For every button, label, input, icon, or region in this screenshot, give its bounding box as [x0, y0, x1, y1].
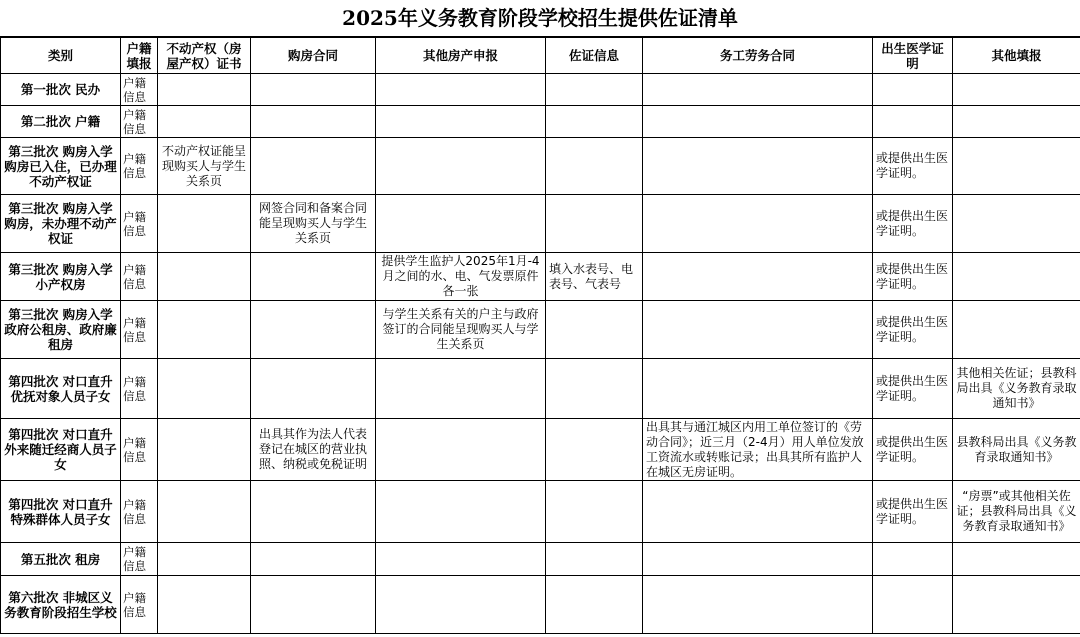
- row-labor: [643, 106, 873, 138]
- row-deed: [158, 576, 251, 634]
- row-category: 第二批次 户籍: [1, 106, 121, 138]
- header-hukou: 户籍填报: [121, 38, 158, 74]
- row-other: [953, 543, 1080, 576]
- row-birth: 或提供出生医学证明。: [873, 195, 953, 253]
- row-birth: [873, 576, 953, 634]
- table-row: [1, 195, 1080, 253]
- table-row: [1, 543, 1080, 576]
- row-evidence: [546, 195, 643, 253]
- row-evidence: [546, 576, 643, 634]
- row-other-property: [376, 481, 546, 543]
- row-deed: 不动产权证能呈现购买人与学生关系页: [158, 138, 251, 195]
- row-labor: [643, 138, 873, 195]
- header-row: [1, 38, 1080, 74]
- row-deed: [158, 106, 251, 138]
- row-category: 第三批次 购房入学 政府公租房、政府廉租房: [1, 301, 121, 359]
- row-birth: [873, 74, 953, 106]
- header-purchase-contract: 购房合同: [251, 38, 376, 74]
- row-labor: [643, 195, 873, 253]
- row-deed: [158, 359, 251, 419]
- row-labor: [643, 576, 873, 634]
- row-labor: 出具其与通江城区内用工单位签订的《劳动合同》；近三月（2-4月）用人单位发放工资流水或转账记录；出具其所有监护人在城区无房证明。: [643, 419, 873, 481]
- row-hukou: 户籍信息: [121, 576, 158, 634]
- row-purchase: 网签合同和备案合同能呈现购买人与学生关系页: [251, 195, 376, 253]
- row-deed: [158, 74, 251, 106]
- table-row: [1, 301, 1080, 359]
- row-other-property: 提供学生监护人2025年1月-4月之间的水、电、气发票原件各一张: [376, 253, 546, 301]
- row-other-property: [376, 543, 546, 576]
- row-evidence: [546, 481, 643, 543]
- row-deed: [158, 481, 251, 543]
- row-other: [953, 301, 1080, 359]
- row-evidence: [546, 359, 643, 419]
- row-hukou: 户籍信息: [121, 74, 158, 106]
- row-labor: [643, 301, 873, 359]
- row-other-property: [376, 359, 546, 419]
- row-hukou: 户籍信息: [121, 138, 158, 195]
- row-purchase: [251, 481, 376, 543]
- row-other: [953, 195, 1080, 253]
- row-category: 第五批次 租房: [1, 543, 121, 576]
- row-category: 第三批次 购房入学购房，未办理不动产权证: [1, 195, 121, 253]
- row-other-property: [376, 138, 546, 195]
- row-other-property: [376, 576, 546, 634]
- table-row: [1, 253, 1080, 301]
- header-deed: 不动产权（房屋产权）证书: [158, 38, 251, 74]
- row-labor: [643, 481, 873, 543]
- row-deed: [158, 253, 251, 301]
- row-other-property: [376, 195, 546, 253]
- row-category: 第一批次 民办: [1, 74, 121, 106]
- evidence-table: [0, 37, 1080, 634]
- row-evidence: [546, 543, 643, 576]
- row-other: [953, 253, 1080, 301]
- row-birth: 或提供出生医学证明。: [873, 301, 953, 359]
- row-evidence: [546, 419, 643, 481]
- row-hukou: 户籍信息: [121, 106, 158, 138]
- row-other-property: [376, 419, 546, 481]
- row-category: 第三批次 购房入学 购房已入住，已办理不动产权证: [1, 138, 121, 195]
- row-deed: [158, 543, 251, 576]
- row-purchase: [251, 301, 376, 359]
- row-labor: [643, 74, 873, 106]
- row-purchase: 出具其作为法人代表登记在城区的营业执照、纳税或免税证明: [251, 419, 376, 481]
- header-other-report: 其他填报: [953, 38, 1080, 74]
- row-category: 第六批次 非城区义务教育阶段招生学校: [1, 576, 121, 634]
- header-evidence: 佐证信息: [546, 38, 643, 74]
- row-other: [953, 74, 1080, 106]
- row-labor: [643, 253, 873, 301]
- row-hukou: 户籍信息: [121, 481, 158, 543]
- table-row: [1, 138, 1080, 195]
- row-purchase: [251, 106, 376, 138]
- row-birth: [873, 543, 953, 576]
- header-birth-certificate: 出生医学证明: [873, 38, 953, 74]
- row-other: [953, 138, 1080, 195]
- row-evidence: 填入水表号、电表号、气表号: [546, 253, 643, 301]
- row-other: 其他相关佐证；县教科局出具《义务教育录取通知书》: [953, 359, 1080, 419]
- row-birth: 或提供出生医学证明。: [873, 419, 953, 481]
- document-title: 2025年义务教育阶段学校招生提供佐证清单: [0, 0, 1080, 37]
- table-row: [1, 576, 1080, 634]
- row-hukou: 户籍信息: [121, 359, 158, 419]
- header-other-property: 其他房产申报: [376, 38, 546, 74]
- row-purchase: [251, 359, 376, 419]
- row-evidence: [546, 74, 643, 106]
- row-deed: [158, 419, 251, 481]
- row-other-property: [376, 74, 546, 106]
- row-hukou: 户籍信息: [121, 301, 158, 359]
- row-evidence: [546, 106, 643, 138]
- row-labor: [643, 543, 873, 576]
- row-birth: 或提供出生医学证明。: [873, 253, 953, 301]
- row-category: 第三批次 购房入学 小产权房: [1, 253, 121, 301]
- row-hukou: 户籍信息: [121, 195, 158, 253]
- table-row: [1, 481, 1080, 543]
- row-deed: [158, 195, 251, 253]
- row-purchase: [251, 576, 376, 634]
- row-deed: [158, 301, 251, 359]
- row-purchase: [251, 253, 376, 301]
- row-category: 第四批次 对口直升 优抚对象人员子女: [1, 359, 121, 419]
- table-row: [1, 419, 1080, 481]
- row-hukou: 户籍信息: [121, 419, 158, 481]
- row-category: 第四批次 对口直升 外来随迁经商人员子女: [1, 419, 121, 481]
- row-birth: 或提供出生医学证明。: [873, 359, 953, 419]
- table-row: [1, 106, 1080, 138]
- row-other: “房票”或其他相关佐证；县教科局出具《义务教育录取通知书》: [953, 481, 1080, 543]
- row-other-property: 与学生关系有关的户主与政府签订的合同能呈现购买人与学生关系页: [376, 301, 546, 359]
- header-labor-contract: 务工劳务合同: [643, 38, 873, 74]
- row-other: 县教科局出具《义务教育录取通知书》: [953, 419, 1080, 481]
- row-birth: 或提供出生医学证明。: [873, 481, 953, 543]
- row-other: [953, 576, 1080, 634]
- row-purchase: [251, 74, 376, 106]
- table-row: [1, 359, 1080, 419]
- row-birth: 或提供出生医学证明。: [873, 138, 953, 195]
- row-labor: [643, 359, 873, 419]
- row-other-property: [376, 106, 546, 138]
- row-hukou: 户籍信息: [121, 543, 158, 576]
- row-other: [953, 106, 1080, 138]
- row-category: 第四批次 对口直升 特殊群体人员子女: [1, 481, 121, 543]
- header-category: 类别: [1, 38, 121, 74]
- row-evidence: [546, 301, 643, 359]
- row-purchase: [251, 543, 376, 576]
- row-purchase: [251, 138, 376, 195]
- row-birth: [873, 106, 953, 138]
- row-hukou: 户籍信息: [121, 253, 158, 301]
- table-row: [1, 74, 1080, 106]
- row-evidence: [546, 138, 643, 195]
